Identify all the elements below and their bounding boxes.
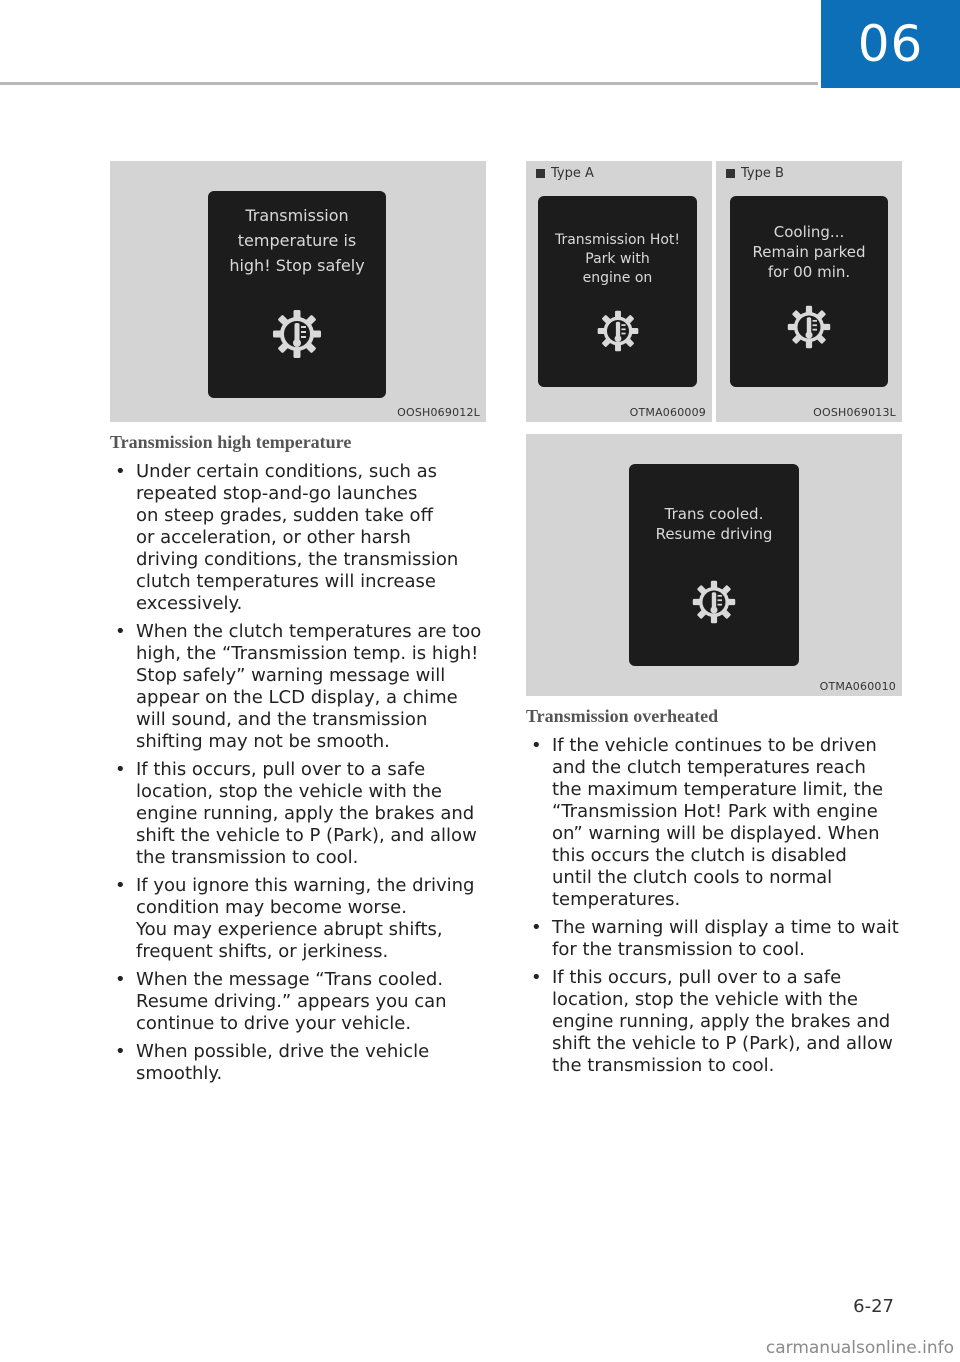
- list-item: • When possible, drive the vehicle smoothly.: [115, 1041, 430, 1084]
- lcd-screen: [538, 196, 697, 387]
- lcd-message: Trans cooled. Resume driving: [655, 505, 773, 543]
- figure-type-b: [716, 161, 902, 422]
- lcd-message: Transmission Hot! Park with engine on: [554, 232, 681, 286]
- figure-code: OTMA060010: [819, 680, 896, 693]
- watermark: carmanualsonline.info: [765, 1338, 954, 1358]
- section-heading-transmission-high-temperature: Transmission high temperature: [110, 432, 352, 452]
- type-label: Type B: [726, 166, 784, 181]
- list-item: • The warning will display a time to wait for the transmission to cool.: [531, 917, 899, 960]
- bullet-dot: •: [115, 969, 126, 990]
- figure-type-a: [526, 161, 712, 422]
- lcd-screen: [629, 464, 799, 666]
- bullet-dot: •: [531, 735, 542, 756]
- bullet-dot: •: [531, 967, 542, 988]
- section-heading-transmission-overheated: Transmission overheated: [526, 706, 719, 726]
- list-item: • If this occurs, pull over to a safe location, stop the vehicle with the engine running, apply the brakes and shift the vehicle to P (Park), and allow the transmission to cool.: [531, 967, 893, 1076]
- lcd-message: Transmission temperature is high! Stop safely: [229, 206, 365, 275]
- list-item: • If this occurs, pull over to a safe location, stop the vehicle with the engine running, apply the brakes and shift the vehicle to P (Park), and allow the transmission to cool.: [115, 759, 477, 868]
- bullet-dot: •: [115, 621, 126, 642]
- bullet-dot: •: [531, 917, 542, 938]
- list-item: • If the vehicle continues to be driven and the clutch temperatures reach the maximum temperature limit, the “Transmission Hot! Park with engine on” warning will be displayed. When this occurs the clutch is disabled until the clutch cools to normal temperatures.: [531, 735, 884, 910]
- list-item: • When the message “Trans cooled. Resume driving.” appears you can continue to drive your vehicle.: [115, 969, 447, 1034]
- figure-code: OOSH069013L: [813, 406, 896, 419]
- header-rule: [0, 82, 818, 85]
- bullet-dot: •: [115, 461, 126, 482]
- chapter-number: 06: [857, 15, 924, 73]
- figure-code: OTMA060009: [629, 406, 706, 419]
- list-item: • If you ignore this warning, the driving condition may become worse. You may experience abrupt shifts, frequent shifts, or jerkiness.: [115, 875, 475, 962]
- bullet-dot: •: [115, 1041, 126, 1062]
- page-number: 6-27: [853, 1296, 894, 1317]
- bullet-list-right: [526, 735, 916, 1083]
- figure-trans-cooled: [526, 434, 902, 696]
- transmission-temperature-gear-icon: [596, 309, 640, 353]
- type-label: Type A: [536, 166, 594, 181]
- lcd-screen: [208, 191, 386, 398]
- square-bullet-icon: [726, 169, 735, 178]
- lcd-message: Cooling... Remain parked for 00 min.: [752, 223, 866, 281]
- list-item: • Under certain conditions, such as repeated stop-and-go launches on steep grades, sudden take off or acceleration, or other harsh driving conditions, the transmission clutch temperatures will increase excessively.: [115, 461, 459, 614]
- lcd-screen: [730, 196, 888, 387]
- list-item: • When the clutch temperatures are too high, the “Transmission temp. is high! Stop safely” warning message will appear on the LCD display, a chime will sound, and the transmission shifting may not be smooth.: [115, 621, 482, 752]
- square-bullet-icon: [536, 169, 545, 178]
- transmission-temperature-gear-icon: [786, 304, 832, 350]
- transmission-temperature-gear-icon: [271, 308, 323, 360]
- bullet-dot: •: [115, 875, 126, 896]
- chapter-number-tab: [821, 0, 960, 88]
- bullet-dot: •: [115, 759, 126, 780]
- figure-transmission-temp-high: [110, 161, 486, 422]
- bullet-list-left: [110, 461, 490, 1091]
- figure-code: OOSH069012L: [397, 406, 480, 419]
- transmission-temperature-gear-icon: [691, 579, 737, 625]
